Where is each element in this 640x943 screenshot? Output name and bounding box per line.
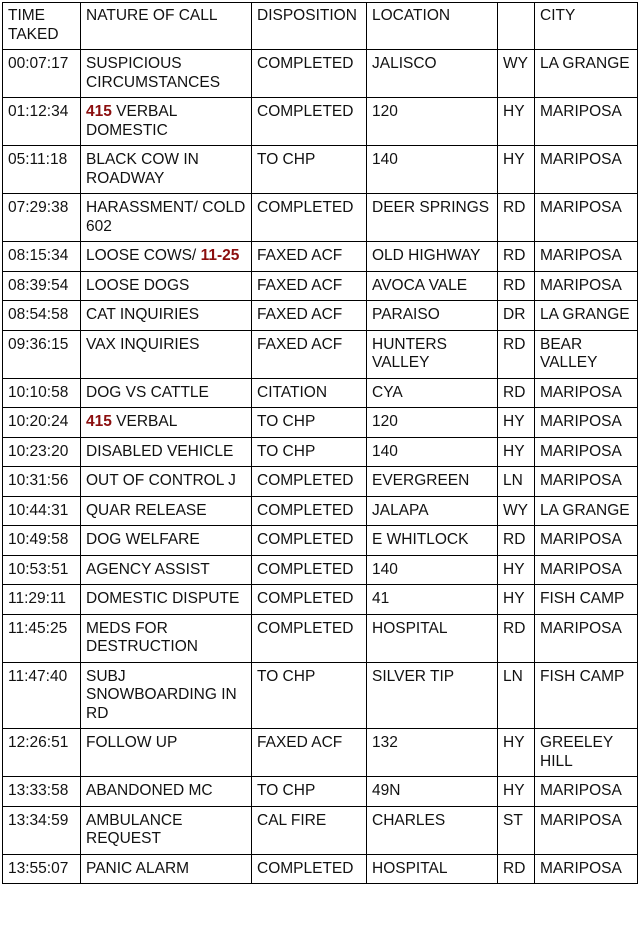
street-suffix-cell: ST xyxy=(498,806,535,854)
time-cell: 11:29:11 xyxy=(3,585,81,615)
table-header xyxy=(3,3,638,50)
street-suffix-cell: RD xyxy=(498,526,535,556)
location-cell: CHARLES xyxy=(367,806,498,854)
street-suffix-cell: HY xyxy=(498,98,535,146)
disposition-cell: COMPLETED xyxy=(252,854,367,884)
time-cell: 08:54:58 xyxy=(3,301,81,331)
table-row xyxy=(3,614,638,662)
nature-text: CAT INQUIRIES xyxy=(86,306,200,323)
street-suffix-cell: HY xyxy=(498,408,535,438)
nature-cell xyxy=(81,854,252,884)
nature-cell xyxy=(81,496,252,526)
nature-cell xyxy=(81,585,252,615)
header-row xyxy=(3,3,638,50)
city-cell: LA GRANGE xyxy=(535,496,638,526)
nature-text: SUSPICIOUS CIRCUMSTANCES xyxy=(86,55,221,91)
city-cell: MARIPOSA xyxy=(535,271,638,301)
street-suffix-cell: WY xyxy=(498,496,535,526)
street-suffix-cell: RD xyxy=(498,330,535,378)
nature-text: DOG VS CATTLE xyxy=(86,383,209,401)
nature-text-suffix: VERBAL DOMESTIC xyxy=(86,103,177,139)
time-cell: 10:20:24 xyxy=(3,408,81,438)
time-cell: 00:07:17 xyxy=(3,50,81,98)
location-cell: 49N xyxy=(367,777,498,807)
table-row xyxy=(3,408,638,438)
header-time-taked: TIME TAKED xyxy=(3,3,81,50)
city-cell: MARIPOSA xyxy=(535,242,638,272)
city-cell: MARIPOSA xyxy=(535,378,638,408)
nature-cell xyxy=(81,194,252,242)
disposition-cell: CAL FIRE xyxy=(252,806,367,854)
nature-text: BLACK COW IN ROADWAY xyxy=(86,151,199,187)
table-row xyxy=(3,467,638,497)
nature-text: PANIC ALARM xyxy=(86,859,190,877)
location-cell: 132 xyxy=(367,729,498,777)
location-cell: HOSPITAL xyxy=(367,854,498,884)
table-row xyxy=(3,526,638,556)
location-cell: DEER SPRINGS xyxy=(367,194,498,242)
time-cell: 11:47:40 xyxy=(3,662,81,729)
table-row xyxy=(3,662,638,729)
city-cell: MARIPOSA xyxy=(535,194,638,242)
table-row xyxy=(3,271,638,301)
street-suffix-cell: HY xyxy=(498,555,535,585)
disposition-cell: COMPLETED xyxy=(252,194,367,242)
disposition-cell: TO CHP xyxy=(252,777,367,807)
disposition-cell: FAXED ACF xyxy=(252,729,367,777)
nature-text: AMBULANCE REQUEST xyxy=(86,811,183,847)
nature-cell xyxy=(81,555,252,585)
location-cell: 140 xyxy=(367,146,498,194)
nature-text: DOMESTIC DISPUTE xyxy=(86,590,240,607)
location-cell: OLD HIGHWAY xyxy=(367,242,498,272)
nature-text: FOLLOW UP xyxy=(86,734,178,751)
nature-text: LOOSE DOGS xyxy=(86,276,190,294)
disposition-cell: COMPLETED xyxy=(252,467,367,497)
time-cell: 12:26:51 xyxy=(3,729,81,777)
time-cell: 10:44:31 xyxy=(3,496,81,526)
nature-text: SUBJ SNOWBOARDING IN RD xyxy=(86,667,237,722)
table-row xyxy=(3,555,638,585)
nature-cell xyxy=(81,242,252,272)
nature-cell xyxy=(81,614,252,662)
nature-text: QUAR RELEASE xyxy=(86,501,207,519)
city-cell: BEAR VALLEY xyxy=(535,330,638,378)
table-row xyxy=(3,378,638,408)
disposition-cell: FAXED ACF xyxy=(252,330,367,378)
table-row xyxy=(3,194,638,242)
city-cell: MARIPOSA xyxy=(535,777,638,807)
disposition-cell: FAXED ACF xyxy=(252,242,367,272)
location-cell: 41 xyxy=(367,585,498,615)
city-cell: LA GRANGE xyxy=(535,50,638,98)
header-nature-of-call: NATURE OF CALL xyxy=(81,3,252,50)
street-suffix-cell: RD xyxy=(498,271,535,301)
disposition-cell: TO CHP xyxy=(252,662,367,729)
nature-cell xyxy=(81,330,252,378)
nature-text: OUT OF CONTROL J xyxy=(86,472,236,489)
disposition-cell: TO CHP xyxy=(252,437,367,467)
location-cell: PARAISO xyxy=(367,301,498,331)
header-city: CITY xyxy=(535,3,638,50)
time-cell: 01:12:34 xyxy=(3,98,81,146)
city-cell: MARIPOSA xyxy=(535,437,638,467)
disposition-cell: COMPLETED xyxy=(252,555,367,585)
table-row xyxy=(3,437,638,467)
nature-cell xyxy=(81,50,252,98)
nature-text: DOG WELFARE xyxy=(86,531,200,548)
header-street-suffix xyxy=(498,3,535,50)
table-row xyxy=(3,242,638,272)
nature-text: LOOSE COWS/ xyxy=(86,247,201,264)
location-cell: EVERGREEN xyxy=(367,467,498,497)
street-suffix-cell: RD xyxy=(498,194,535,242)
header-disposition: DISPOSITION xyxy=(252,3,367,50)
city-cell: MARIPOSA xyxy=(535,854,638,884)
city-cell: MARIPOSA xyxy=(535,806,638,854)
time-cell: 07:29:38 xyxy=(3,194,81,242)
time-cell: 10:23:20 xyxy=(3,437,81,467)
location-cell: AVOCA VALE xyxy=(367,271,498,301)
table-row xyxy=(3,98,638,146)
disposition-cell: CITATION xyxy=(252,378,367,408)
city-cell: MARIPOSA xyxy=(535,98,638,146)
nature-cell xyxy=(81,98,252,146)
table-row xyxy=(3,854,638,884)
time-cell: 05:11:18 xyxy=(3,146,81,194)
city-cell: MARIPOSA xyxy=(535,614,638,662)
nature-cell xyxy=(81,408,252,438)
location-cell: SILVER TIP xyxy=(367,662,498,729)
table-row xyxy=(3,806,638,854)
disposition-cell: COMPLETED xyxy=(252,526,367,556)
location-cell: 140 xyxy=(367,437,498,467)
nature-cell xyxy=(81,467,252,497)
disposition-cell: COMPLETED xyxy=(252,98,367,146)
street-suffix-cell: HY xyxy=(498,146,535,194)
table-row xyxy=(3,777,638,807)
penal-code: 415 xyxy=(86,103,112,120)
street-suffix-cell: DR xyxy=(498,301,535,331)
location-cell: 120 xyxy=(367,408,498,438)
city-cell: FISH CAMP xyxy=(535,662,638,729)
time-cell: 08:39:54 xyxy=(3,271,81,301)
street-suffix-cell: HY xyxy=(498,585,535,615)
disposition-cell: FAXED ACF xyxy=(252,301,367,331)
nature-cell xyxy=(81,378,252,408)
time-cell: 09:36:15 xyxy=(3,330,81,378)
nature-cell xyxy=(81,271,252,301)
nature-text-suffix: VERBAL xyxy=(111,413,178,430)
penal-code: 415 xyxy=(86,413,112,430)
nature-text: ABANDONED MC xyxy=(86,782,213,799)
disposition-cell: COMPLETED xyxy=(252,614,367,662)
nature-cell xyxy=(81,301,252,331)
city-cell: MARIPOSA xyxy=(535,146,638,194)
street-suffix-cell: HY xyxy=(498,437,535,467)
street-suffix-cell: HY xyxy=(498,777,535,807)
location-cell: HOSPITAL xyxy=(367,614,498,662)
location-cell: JALAPA xyxy=(367,496,498,526)
disposition-cell: TO CHP xyxy=(252,408,367,438)
location-cell: JALISCO xyxy=(367,50,498,98)
city-cell: MARIPOSA xyxy=(535,408,638,438)
nature-cell xyxy=(81,526,252,556)
time-cell: 10:53:51 xyxy=(3,555,81,585)
table-row xyxy=(3,50,638,98)
nature-text: VAX INQUIRIES xyxy=(86,335,200,353)
nature-cell xyxy=(81,806,252,854)
time-cell: 13:55:07 xyxy=(3,854,81,884)
city-cell: MARIPOSA xyxy=(535,555,638,585)
nature-cell xyxy=(81,146,252,194)
street-suffix-cell: LN xyxy=(498,467,535,497)
city-cell: FISH CAMP xyxy=(535,585,638,615)
location-cell: 120 xyxy=(367,98,498,146)
table-row xyxy=(3,301,638,331)
time-cell: 13:33:58 xyxy=(3,777,81,807)
table-body xyxy=(3,50,638,884)
disposition-cell: TO CHP xyxy=(252,146,367,194)
nature-text: HARASSMENT/ COLD 602 xyxy=(86,199,246,235)
nature-cell xyxy=(81,777,252,807)
time-cell: 10:31:56 xyxy=(3,467,81,497)
nature-text: MEDS FOR DESTRUCTION xyxy=(86,619,198,655)
time-cell: 10:10:58 xyxy=(3,378,81,408)
street-suffix-cell: RD xyxy=(498,854,535,884)
table-row xyxy=(3,585,638,615)
location-cell: CYA xyxy=(367,378,498,408)
location-cell: HUNTERS VALLEY xyxy=(367,330,498,378)
disposition-cell: COMPLETED xyxy=(252,50,367,98)
table-row xyxy=(3,146,638,194)
city-cell: MARIPOSA xyxy=(535,526,638,556)
call-log-table xyxy=(2,2,638,884)
location-cell: E WHITLOCK xyxy=(367,526,498,556)
disposition-cell: COMPLETED xyxy=(252,496,367,526)
disposition-cell: FAXED ACF xyxy=(252,271,367,301)
nature-cell xyxy=(81,729,252,777)
penal-code: 11-25 xyxy=(200,247,240,264)
nature-cell xyxy=(81,437,252,467)
location-cell: 140 xyxy=(367,555,498,585)
nature-cell xyxy=(81,662,252,729)
time-cell: 08:15:34 xyxy=(3,242,81,272)
city-cell: MARIPOSA xyxy=(535,467,638,497)
nature-text: AGENCY ASSIST xyxy=(86,560,210,578)
street-suffix-cell: RD xyxy=(498,242,535,272)
time-cell: 10:49:58 xyxy=(3,526,81,556)
time-cell: 13:34:59 xyxy=(3,806,81,854)
city-cell: GREELEY HILL xyxy=(535,729,638,777)
time-cell: 11:45:25 xyxy=(3,614,81,662)
street-suffix-cell: HY xyxy=(498,729,535,777)
table-row xyxy=(3,330,638,378)
table-row xyxy=(3,496,638,526)
table-row xyxy=(3,729,638,777)
street-suffix-cell: RD xyxy=(498,378,535,408)
header-location: LOCATION xyxy=(367,3,498,50)
nature-text: DISABLED VEHICLE xyxy=(86,442,234,460)
street-suffix-cell: LN xyxy=(498,662,535,729)
street-suffix-cell: RD xyxy=(498,614,535,662)
street-suffix-cell: WY xyxy=(498,50,535,98)
city-cell: LA GRANGE xyxy=(535,301,638,331)
disposition-cell: COMPLETED xyxy=(252,585,367,615)
